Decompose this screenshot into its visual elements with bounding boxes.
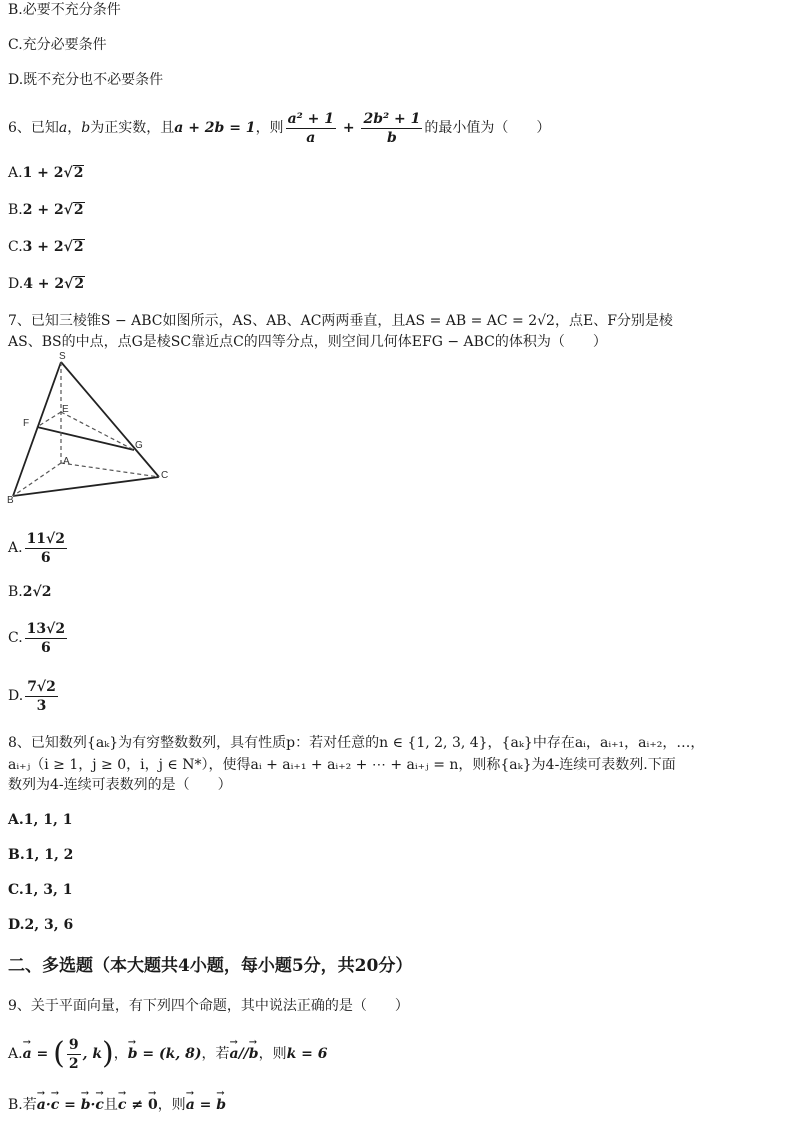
q8-option-c: C.1, 3, 1 — [8, 882, 73, 898]
edge-ac — [61, 463, 159, 477]
q6-option-b: B.2 + 2√2 — [8, 202, 84, 218]
edge-bc — [13, 477, 159, 496]
q6-option-a: A.1 + 2√2 — [8, 165, 84, 181]
q8-option-b: B.1, 1, 2 — [8, 847, 74, 863]
q7-stem-line-2: AS、BS的中点，点G是棱SC靠近点C的四等分点，则空间几何体EFG − ABC的体积为（ ） — [8, 334, 607, 350]
section-heading-multiple-choice: 二、多选题（本大题共4小题，每小题5分，共20分） — [8, 956, 413, 976]
q8-option-d: D.2, 3, 6 — [8, 917, 74, 933]
q8-option-a: A.1, 1, 1 — [8, 812, 73, 828]
q6-fraction-1: $\frac{\text{a² + 1}}{a}$ — [287, 110, 334, 146]
q6-fraction-2: $\frac{\text{2b² + 1}}{b}$ — [363, 110, 421, 146]
q7-option-b: B.2√2 — [8, 584, 52, 600]
q6-stem: 6、已知a，b为正实数，且a + 2b = 1，则 $\frac{\text{a² + 1}}{a}$ + $\frac{\text{2b² + 1}}{b}$ 的最小值为（ ） — [8, 110, 551, 146]
q7-option-c: C. $\frac{13√2}{6}$ — [8, 620, 66, 656]
q9-option-b: B.若→ a·→ c = → b·→ c且→ c ≠ → 0，则→ a = → b — [8, 1095, 226, 1115]
label-e: E — [62, 404, 69, 415]
q9-stem: 9、关于平面向量，有下列四个命题，其中说法正确的是（ ） — [8, 998, 409, 1014]
label-g: G — [135, 440, 143, 451]
q6-condition: a + 2b = 1 — [174, 120, 256, 136]
q5-option-c: C.充分必要条件 — [8, 37, 107, 53]
q6-option-d: D.4 + 2√2 — [8, 276, 85, 292]
q6-option-c: C.3 + 2√2 — [8, 239, 84, 255]
q7-option-d: D. $\frac{7√2}{3}$ — [8, 678, 56, 714]
q8-stem-line-3: 数列为4-连续可表数列的是（ ） — [8, 777, 232, 793]
q7-stem-line-1: 7、已知三棱锥S − ABC如图所示，AS、AB、AC两两垂直，且AS = AB = AC = 2√2，点E、F分别是棱 — [8, 313, 673, 329]
label-a: A — [63, 456, 70, 467]
q5-option-b: B.必要不充分条件 — [8, 2, 121, 18]
label-f: F — [23, 418, 30, 429]
q8-stem-line-1: 8、已知数列{aₖ}为有穷整数数列，具有性质p：若对任意的n ∈ {1, 2, 3, 4}，{aₖ}中存在aᵢ，aᵢ₊₁，aᵢ₊₂，…， — [8, 735, 705, 751]
q7-option-a: A. $\frac{11√2}{6}$ — [8, 530, 65, 566]
q9-option-a: A.→ a = ( $\frac{9}{2}$ , k)，→ b = (k, 8)，若→ a//→ b，则k = 6 — [8, 1032, 328, 1076]
edge-sb — [13, 362, 61, 496]
q5-option-d: D.既不充分也不必要条件 — [8, 72, 164, 88]
q8-stem-line-2: aᵢ₊ⱼ（i ≥ 1，j ≥ 0，i，j ∈ N*），使得aᵢ + aᵢ₊₁ + aᵢ₊₂ + ⋯ + aᵢ₊ⱼ = n，则称{aₖ}为4-连续可表数列.下面 — [8, 757, 676, 773]
label-b: B — [7, 495, 14, 506]
edge-eg — [61, 412, 134, 450]
label-c: C — [161, 470, 169, 481]
tetrahedron-figure — [6, 350, 176, 508]
label-s: S — [59, 351, 66, 362]
